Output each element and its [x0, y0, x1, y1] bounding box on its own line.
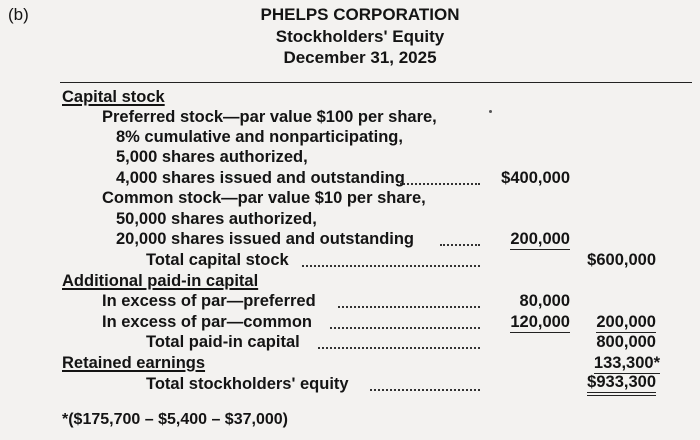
section-apic: Additional paid-in capital [62, 272, 259, 290]
total-paid-in-label: Total paid-in capital [146, 333, 300, 351]
amount-excess-preferred: 80,000 [519, 292, 570, 310]
amount-common-stock: 200,000 [510, 230, 570, 248]
preferred-line-4: 4,000 shares issued and outstanding [116, 169, 405, 187]
amount-apic-total: 200,000 [596, 313, 656, 331]
leader-dots [302, 265, 480, 267]
common-line-2: 50,000 shares authorized, [116, 210, 317, 228]
amount-total-paid-in: 800,000 [596, 333, 656, 351]
amount-total-capital: $600,000 [587, 251, 656, 269]
footnote: *($175,700 – $5,400 – $37,000) [62, 411, 288, 428]
amount-preferred-stock: $400,000 [501, 169, 570, 187]
speck-mark [489, 110, 492, 113]
amount-excess-common: 120,000 [510, 313, 570, 331]
excess-preferred-label: In excess of par—preferred [102, 292, 316, 310]
header-rule [60, 82, 692, 83]
section-retained-earnings: Retained earnings [62, 354, 206, 372]
common-line-3: 20,000 shares issued and outstanding [116, 230, 415, 248]
leader-dots [318, 347, 480, 349]
total-equity-label: Total stockholders' equity [146, 375, 349, 393]
leader-dots [370, 389, 480, 391]
amount-retained-earnings: 133,300* [593, 354, 660, 372]
section-capital-stock: Capital stock [62, 88, 165, 106]
statement-date: December 31, 2025 [283, 48, 437, 67]
preferred-line-3: 5,000 shares authorized, [116, 148, 308, 166]
company-name: PHELPS CORPORATION [260, 5, 460, 24]
total-capital-label: Total capital stock [146, 251, 289, 269]
leader-dots [338, 306, 480, 308]
statement-title: Stockholders' Equity [275, 27, 445, 46]
preferred-line-1: Preferred stock—par value $100 per share, [102, 108, 437, 126]
leader-dots [330, 327, 480, 329]
excess-common-label: In excess of par—common [102, 313, 312, 331]
amount-total-equity: $933,300 [587, 373, 656, 396]
leader-dots [440, 244, 480, 246]
preferred-line-2: 8% cumulative and nonparticipating, [116, 128, 403, 146]
common-line-1: Common stock—par value $10 per share, [102, 189, 426, 207]
part-label: (b) [8, 5, 29, 24]
leader-dots [400, 183, 480, 185]
